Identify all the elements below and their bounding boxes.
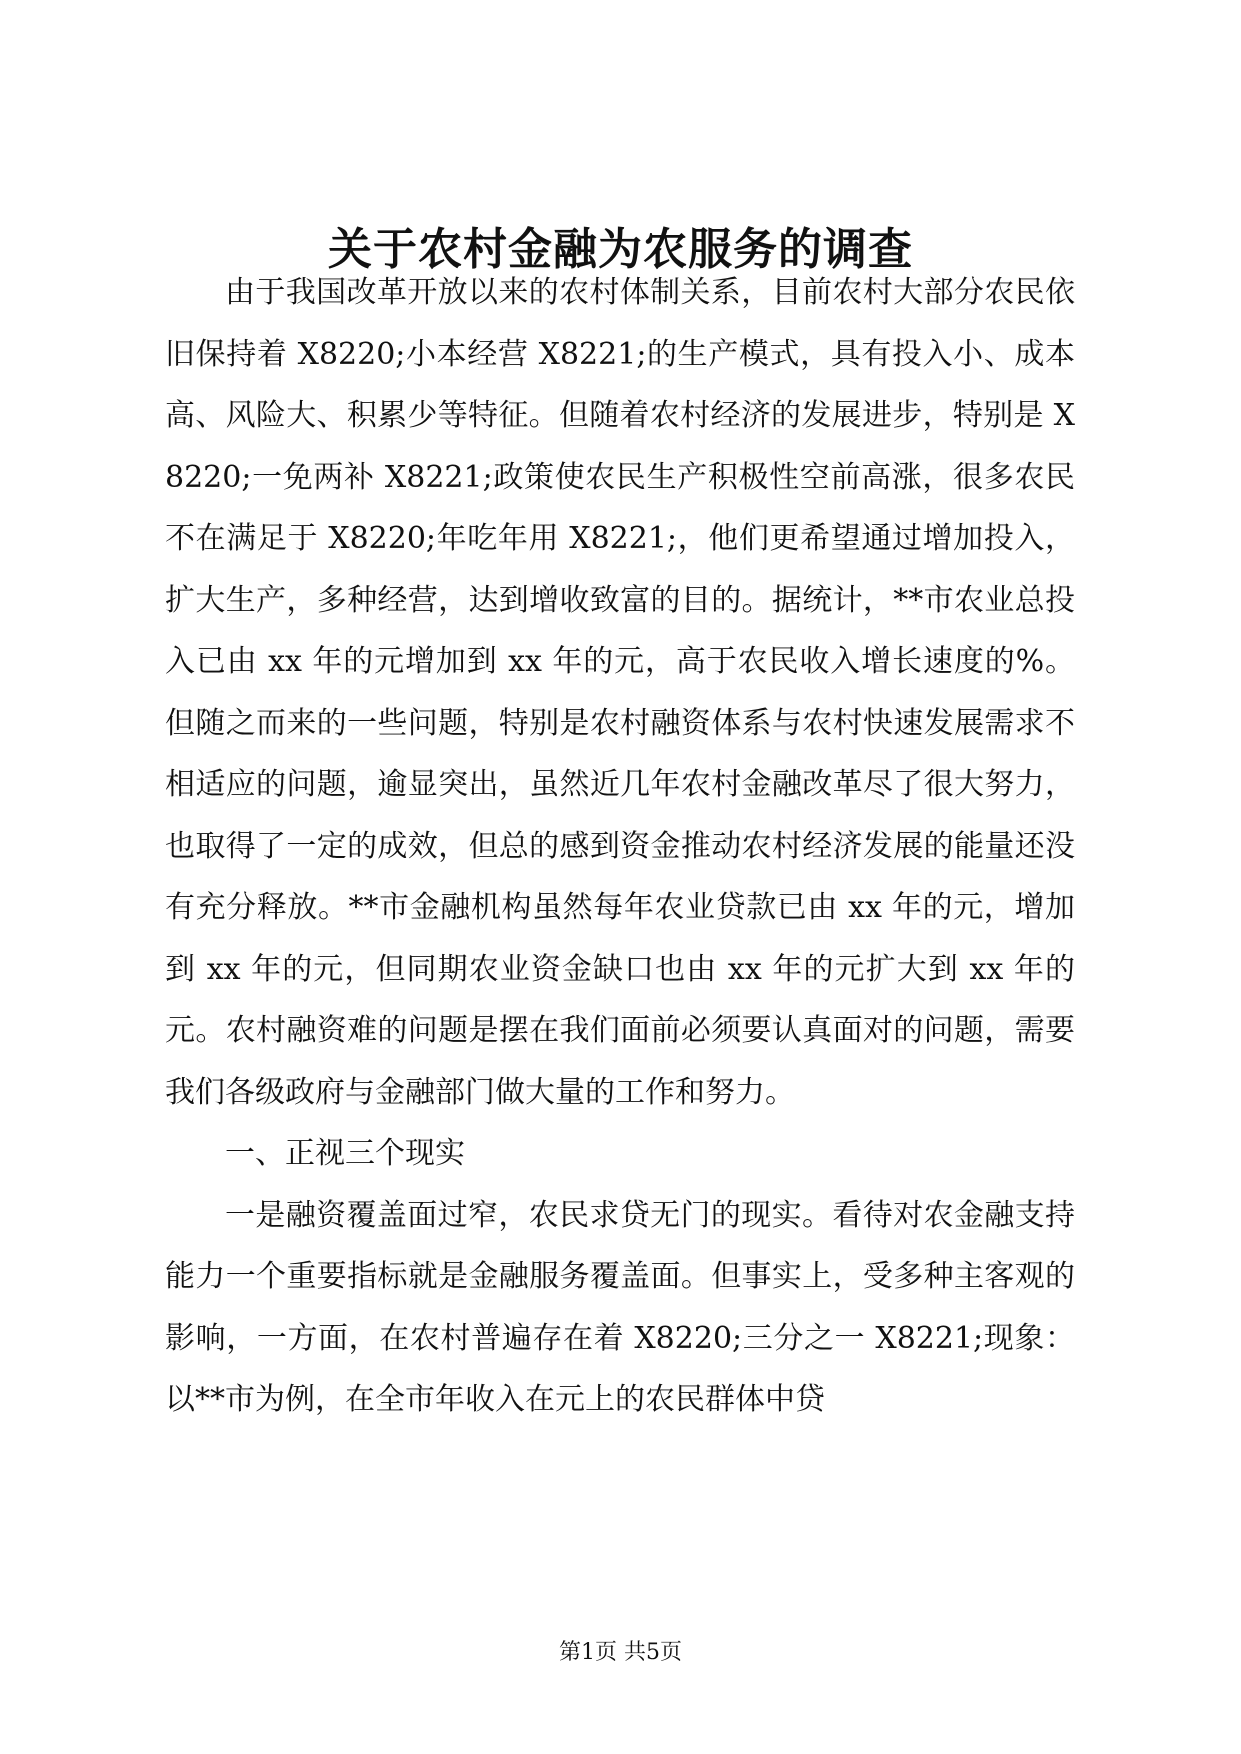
document-body [165,262,1075,1431]
page-footer [0,1638,1241,1668]
page-current: 1 [581,1640,595,1665]
page-mid: 页 共 [595,1640,646,1665]
page-total: 5 [646,1640,660,1665]
section-heading: 一、正视三个现实 [225,1136,465,1171]
page-suffix: 页 [660,1640,683,1665]
paragraph-intro: 由于我国改革开放以来的农村体制关系，目前农村大部分农民依旧保持着 X8220;小本经营 X8221;的生产模式，具有投入小、成本高、风险大、积累少等特征。但随着农村经济的发展进步，特别是 X8220;一免两补 X8221;政策使农民生产积极性空前高涨，很多农民不在满足于 X8220;年吃年用 X8221;，他们更希望通过增加投入，扩大生产，多种经营，达到增收致富的目的。据统计，**市农业总投入已由 xx 年的元增加到 xx 年的元，高于农民收入增长速度的%。但随之而来的一些问题，特别是农村融资体系与农村快速发展需求不相适应的问题，逾显突出，虽然近几年农村金融改革尽了很大努力，也取得了一定的成效，但总的感到资金推动农村经济发展的能量还没有充分释放。**市金融机构虽然每年农业贷款已由 xx 年的元，增加到 xx 年的元，但同期农业资金缺口也由 xx 年的元扩大到 xx 年的元。农村融资难的问题是摆在我们面前必须要认真面对的问题，需要我们各级政府与金融部门做大量的工作和努力。 [165,275,1075,1110]
page-prefix: 第 [558,1640,581,1665]
document-title: 关于农村金融为农服务的调查 [328,224,913,275]
paragraph-first-reality: 一是融资覆盖面过窄，农民求贷无门的现实。看待对农金融支持能力一个重要指标就是金融服务覆盖面。但事实上，受多种主客观的影响，一方面，在农村普遍存在着 X8220;三分之一 X8221;现象：以**市为例，在全市年收入在元上的农民群体中贷 [165,1197,1075,1417]
